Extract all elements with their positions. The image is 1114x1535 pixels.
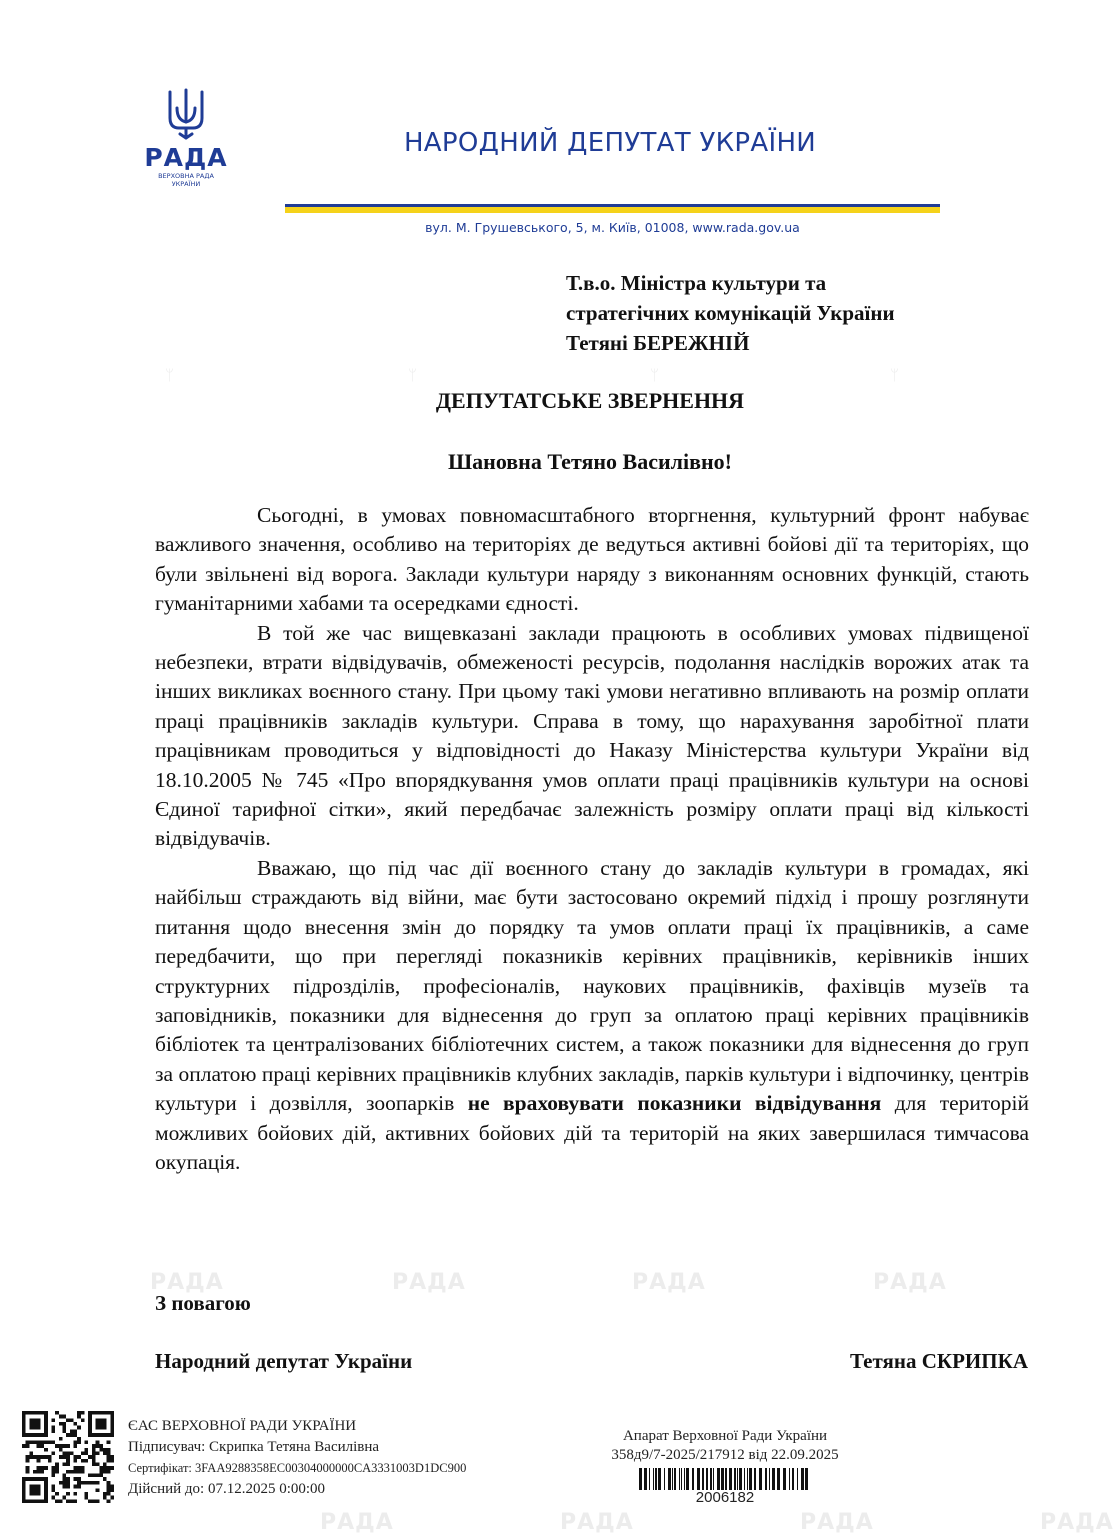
watermark-rada: РАДА (392, 1270, 466, 1295)
recipient-line: стратегічних комунікацій України (566, 301, 895, 325)
watermark-rada: РАДА (873, 1270, 947, 1295)
watermark-rada: РАДА (320, 1510, 394, 1535)
signatory-role: Народний депутат України (155, 1349, 413, 1373)
letterhead-title: НАРОДНИЙ ДЕПУТАТ УКРАЇНИ (403, 128, 817, 158)
barcode-number: 2006182 (695, 1489, 755, 1506)
paragraph-text: Вважаю, що під час дії воєнного стану до закладів культури в громадах, які найбільш страждають від війни, має бути застосовано окремий підхід і прошу розглянути питання щодо внесення змін до порядку та умов оплати праці їх працівників, а саме передбачити, що при перегляді показників керівних працівників, керівників інших структурних підрозділів, професіоналів, наукових працівників, фахівців музеїв та заповідників, показники для віднесення до груп за оплатою праці керівних працівників бібліотек та централізованих бібліотечних систем, а також показники для віднесення до груп за оплатою праці керівних працівників клубних закладів, парків культури і відпочинку, центрів культури і дозвілля, зоопарків (155, 855, 1029, 1116)
body-paragraph (155, 854, 1029, 1177)
watermark-trident: ᛘ (650, 366, 660, 384)
letterhead-rule-yellow (285, 207, 940, 213)
letterhead-address: вул. М. Грушевського, 5, м. Київ, 01008, www.rada.gov.ua (425, 220, 800, 235)
recipient-line: Т.в.о. Міністра культури та (566, 271, 827, 295)
paragraph-text: для територій можливих бойових дій, активних бойових дій та територій на яких завершилася тимчасова окупація. (155, 1091, 1029, 1174)
rada-logo (140, 88, 232, 208)
body-paragraph: Сьогодні, в умовах повномасштабного вторгнення, культурний фронт набуває важливого значення, особливо на територіях де ведуться активні бойові дії та територіях, що були звільнені від ворога. Заклади культури наряду з виконанням основних функцій, стають гуманітарними хабами та осередками єдності. (155, 503, 1029, 616)
watermark-rada: РАДА (800, 1510, 874, 1535)
registration-number: 358д9/7-2025/217912 від 22.09.2025 (611, 1447, 839, 1463)
e-signature-validity: Дійсний до: 07.12.2025 0:00:00 (128, 1481, 326, 1497)
body-paragraph: В той же час вищевказані заклади працюють в особливих умовах підвищеної небезпеки, втрати відвідувачів, обмеженості ресурсів, подолання наслідків ворожих атак та інших викликах воєнного стану. При цьому такі умови негативно впливають на розмір оплати праці працівників закладів культури. Справа в тому, що нарахування заробітної плати працівникам проводиться у відповідності до Наказу Міністерства культури України від 18.10.2005 № 745 «Про впорядкування умов оплати праці працівників культури на основі Єдиної тарифної сітки», який передбачає залежність розміру оплати праці від кількості відвідувачів. (155, 620, 1029, 851)
document-title: ДЕПУТАТСЬКЕ ЗВЕРНЕННЯ (435, 388, 745, 413)
barcode-icon (639, 1468, 811, 1490)
logo-subtitle-line1: ВЕРХОВНА РАДА (158, 172, 214, 180)
logo-subtitle-line2: УКРАЇНИ (171, 180, 201, 188)
e-signature-certificate: Сертифікат: 3FAA9288358EC00304000000CA3331003D1DC900 (128, 1461, 467, 1475)
watermark-rada: РАДА (150, 1270, 224, 1295)
watermark-rada: РАДА (560, 1510, 634, 1535)
recipient-block (566, 268, 1036, 358)
qr-code-icon (22, 1411, 114, 1503)
emphasized-text: не враховувати показники відвідування (467, 1091, 882, 1116)
trident-icon (165, 88, 207, 140)
logo-wordmark: РАДА (144, 143, 228, 172)
recipient-line: Тетяні БЕРЕЖНІЙ (566, 331, 750, 355)
salutation: Шановна Тетяно Василівно! (448, 449, 732, 474)
watermark-rada: РАДА (632, 1270, 706, 1295)
closing-regards: З повагою (155, 1291, 251, 1315)
watermark-rada: РАДА (1040, 1510, 1114, 1535)
e-signature-system: ЄАС ВЕРХОВНОЇ РАДИ УКРАЇНИ (128, 1418, 357, 1434)
signatory-name: Тетяна СКРИПКА (849, 1349, 1028, 1373)
e-signature-signer: Підписувач: Скрипка Тетяна Василівна (128, 1439, 380, 1455)
watermark-trident: ᛘ (165, 366, 175, 384)
watermark-trident: ᛘ (890, 366, 900, 384)
registration-block (590, 1427, 860, 1506)
watermark-trident: ᛘ (408, 366, 418, 384)
e-signature-block (128, 1416, 466, 1500)
registration-office: Апарат Верховної Ради України (622, 1428, 828, 1444)
letter-body (155, 501, 1029, 1177)
